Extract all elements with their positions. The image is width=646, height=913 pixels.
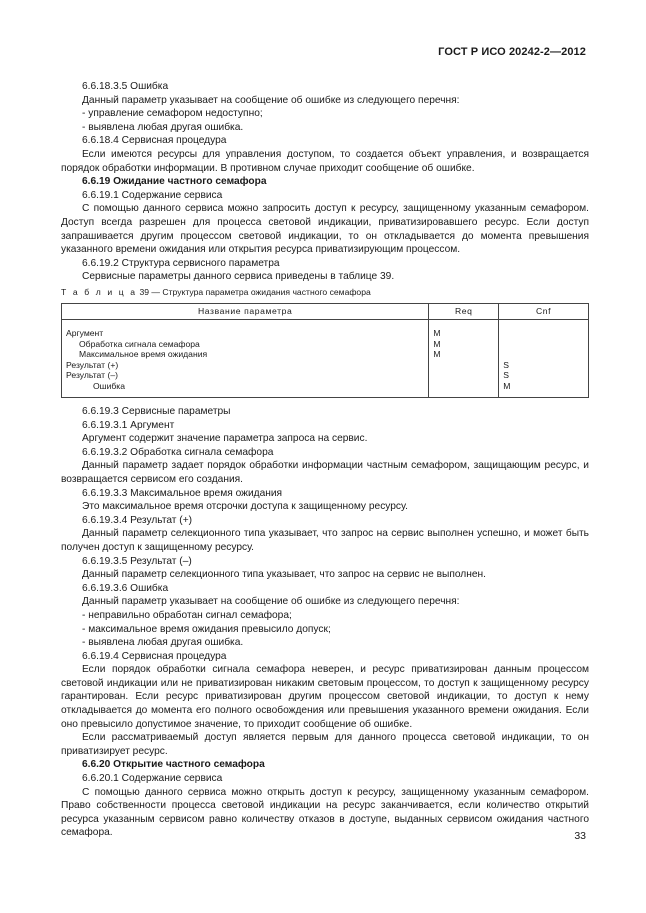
- table-cnf-value: S: [503, 370, 509, 380]
- parameter-table: [61, 303, 589, 399]
- table-param-name: Результат (+): [66, 359, 119, 370]
- paragraph: 6.6.18.3.5 Ошибка: [82, 81, 169, 92]
- paragraph: Это максимальное время отсрочки доступа к защищенному ресурсу.: [82, 501, 408, 513]
- paragraph: С помощью данного сервиса можно запросить доступ к ресурсу, защищенному указанным семафором. Доступ всегда разрешен для процесса световой индикации, приватизировавшего ресурс. Если доступ запрашивается другим процессом световой индикации, то он откладывается до момента превышения указанного времени ожидания или открытия ресурса приватизирующим процессом.: [61, 203, 589, 256]
- paragraph: Данный параметр указывает на сообщение об ошибке из следующего перечня:: [82, 596, 460, 608]
- table-cnf-value: S: [503, 359, 509, 370]
- table-req-value: [433, 360, 498, 371]
- table-header-req: Req: [429, 303, 499, 320]
- page-content: [61, 80, 589, 840]
- table-header-cnf: Cnf: [499, 303, 589, 320]
- paragraph: Данный параметр селекционного типа указывает, что запрос на сервис выполнен успешно, и может быть получен доступ к защищенному ресурсу.: [61, 528, 589, 553]
- table-req-value: M: [433, 349, 441, 359]
- paragraph: Данный параметр селекционного типа указывает, что запрос на сервис не выполнен.: [82, 569, 486, 581]
- paragraph: 6.6.18.4 Сервисная процедура: [82, 135, 227, 147]
- paragraph: Данный параметр задает порядок обработки информации частным семафором, защищающим ресурс, и возвращается сервисом его создания.: [61, 460, 589, 485]
- paragraph: - управление семафором недоступно;: [82, 108, 263, 120]
- table-cnf-value: [503, 339, 588, 350]
- table-req-value: [433, 370, 498, 381]
- param-name-column: [62, 320, 429, 398]
- table-caption-title: 39 — Структура параметра ожидания частного семафора: [137, 286, 371, 297]
- paragraph: - выявлена любая другая ошибка.: [82, 121, 244, 133]
- table-param-name: Результат (–): [66, 370, 118, 380]
- paragraph: 6.6.19.3.4 Результат (+): [82, 514, 193, 526]
- paragraph: Если рассматриваемый доступ является первым для данного процесса световой индикации, то он приватизирует ресурс.: [61, 732, 589, 757]
- table-req-value: [433, 381, 498, 392]
- table-req-value: M: [433, 338, 441, 349]
- table-cnf-value: [503, 349, 588, 360]
- paragraph: 6.6.19.3.3 Максимальное время ожидания: [82, 487, 283, 499]
- table-caption: [61, 286, 589, 300]
- paragraph: - неправильно обработан сигнал семафора;: [82, 609, 292, 621]
- section-heading: 6.6.20 Открытие частного семафора: [82, 759, 265, 771]
- paragraph: Сервисные параметры данного сервиса приведены в таблице 39.: [82, 271, 395, 283]
- cnf-column: [499, 320, 589, 398]
- text-section-before-table: [61, 80, 589, 284]
- table-caption-prefix: Т а б л и ц а: [61, 286, 138, 297]
- paragraph: 6.6.19.3.5 Результат (–): [82, 555, 192, 567]
- paragraph: 6.6.19.3.6 Ошибка: [82, 582, 169, 594]
- paragraph: Аргумент содержит значение параметра запроса на сервис.: [82, 433, 368, 445]
- text-section-after-table: [61, 405, 589, 840]
- page-number: 33: [574, 830, 586, 842]
- table-body-row: [62, 320, 589, 398]
- paragraph: 6.6.19.2 Структура сервисного параметра: [82, 257, 280, 269]
- table-param-name: Ошибка: [93, 380, 126, 391]
- paragraph: - максимальное время ожидания превысило допуск;: [82, 623, 331, 635]
- req-column: [429, 320, 499, 398]
- document-header: ГОСТ Р ИСО 20242-2—2012: [438, 46, 586, 58]
- table-header-name: Название параметра: [62, 303, 429, 320]
- paragraph: - выявлена любая другая ошибка.: [82, 637, 244, 649]
- table-param-name: Максимальное время ожидания: [79, 349, 208, 359]
- table-cnf-value: M: [503, 380, 511, 391]
- paragraph: 6.6.19.3 Сервисные параметры: [82, 406, 231, 417]
- paragraph: 6.6.19.3.1 Аргумент: [82, 419, 175, 431]
- section-heading: 6.6.19 Ожидание частного семафора: [82, 176, 267, 188]
- paragraph: 6.6.19.3.2 Обработка сигнала семафора: [82, 446, 274, 458]
- paragraph: 6.6.19.1 Содержание сервиса: [82, 189, 223, 201]
- paragraph: Если имеются ресурсы для управления доступом, то создается объект управления, и возвращается порядок обработки информации. В противном случае приходит сообщение об ошибке.: [61, 148, 589, 174]
- paragraph: С помощью данного сервиса можно открыть доступ к ресурсу, защищенному указанным семафором. Право собственности процесса световой индикации на ресурс заканчивается, если количество открытий ресурса указанным сервисом равно количеству отказов в доступе, выданных сервисом ожидания частного семафора.: [61, 786, 589, 839]
- table-param-name: Обработка сигнала семафора: [79, 338, 200, 349]
- paragraph: Если порядок обработки сигнала семафора неверен, и ресурс приватизирован данным процессом световой индикации или не приватизирован никаким световым процессом, то доступ к защищенному ресурсу гарантирован. Если ресурс приватизирован другим процессом световой индикации, то доступ к нему откладывается до момента его полного освобождения или превышения указанного времени ожидания. Если оно превысило допустимое значение, то приходит сообщение об ошибке.: [61, 664, 589, 730]
- paragraph: Данный параметр указывает на сообщение об ошибке из следующего перечня:: [82, 94, 460, 106]
- table-req-value: M: [433, 328, 441, 338]
- table-cnf-value: [503, 328, 588, 339]
- paragraph: 6.6.19.4 Сервисная процедура: [82, 650, 227, 662]
- table-param-name: Аргумент: [66, 328, 104, 338]
- paragraph: 6.6.20.1 Содержание сервиса: [82, 773, 223, 785]
